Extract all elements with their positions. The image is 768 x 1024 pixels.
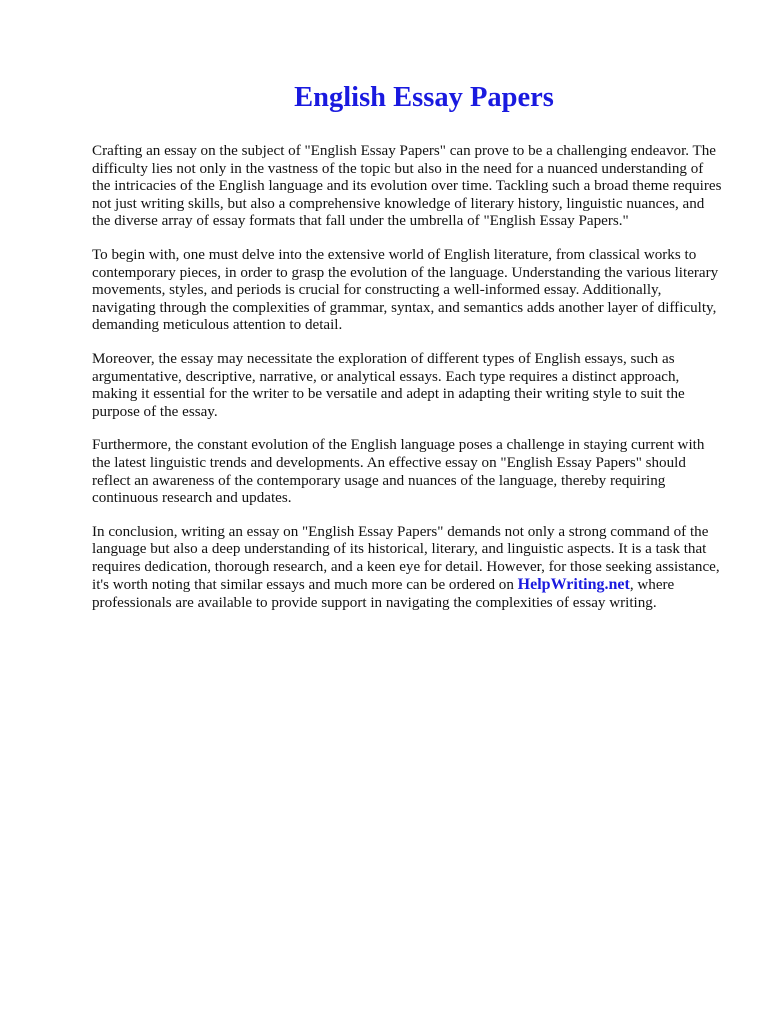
paragraph-4: Furthermore, the constant evolution of the English language poses a challenge in staying current with the latest linguistic trends and developments. An effective essay on "English Essay Papers" should reflect an awareness of the contemporary usage and nuances of the language, thereby requiring continuous research and updates. (92, 437, 705, 507)
page-title: English Essay Papers (294, 82, 554, 113)
paragraph-3: Moreover, the essay may necessitate the exploration of different types of English essays, such as argumentative, descriptive, narrative, or analytical essays. Each type requires a distinct approach, making it essential for the writer to be versatile and adept in adapting their writing style to suit the purpose of the essay. (92, 350, 685, 420)
conclusion-text: In conclusion, writing an essay on "English Essay Papers" demands not only a strong command of the language but also a deep understanding of its historical, literary, and linguistic aspects. It is a task that requires dedication, thorough research, and a keen eye for detail. However, for those seeking assistance, it's worth noting that similar essays and much more can be ordered on (92, 523, 720, 594)
essay-body (92, 143, 722, 613)
conclusion-text-end: , where professionals are available to provide support in navigating the complexities of essay writing. (92, 577, 675, 612)
paragraph-2: To begin with, one must delve into the extensive world of English literature, from classical works to contemporary pieces, in order to grasp the evolution of the language. Understanding the various literary movements, styles, and periods is crucial for constructing a well-informed essay. Additionally, navigating through the complexities of grammar, syntax, and semantics adds another layer of difficulty, demanding meticulous attention to detail. (92, 246, 719, 334)
paragraph-1: Crafting an essay on the subject of "English Essay Papers" can prove to be a challenging endeavor. The difficulty lies not only in the vastness of the topic but also in the need for a nuanced understanding of the intricacies of the English language and its evolution over time. Tackling such a broad theme requires not just writing skills, but also a comprehensive knowledge of literary history, linguistic nuances, and the diverse array of essay formats that fall under the umbrella of "English Essay Papers." (92, 143, 722, 230)
helpwriting-link[interactable]: HelpWriting.net (517, 576, 630, 594)
paragraph-conclusion (92, 524, 722, 613)
